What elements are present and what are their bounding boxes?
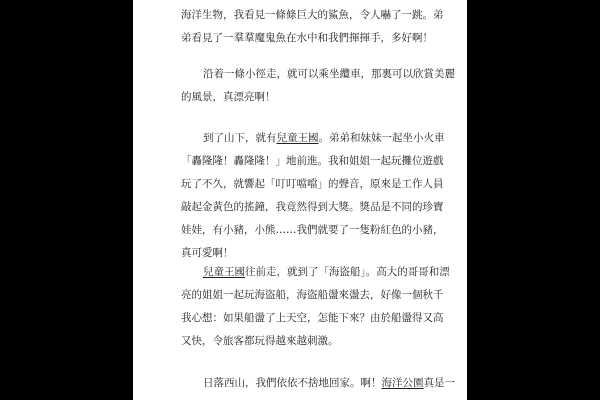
text-line (181, 372, 461, 395)
text-line: 娃娃，有小豬，小熊……我們就要了一隻粉紅色的小豬， (181, 224, 444, 236)
text-line: 玩了不久，就響起「叮叮噹噹」的聲音，原來是工作人員 (181, 178, 444, 190)
text-line: 海洋生物，我看見一條條巨大的鯊魚，令人嚇了一跳。弟 (181, 9, 444, 21)
text-line: 真可愛啊！ (181, 247, 234, 259)
paragraph-sharks (181, 4, 461, 50)
document-page (133, 0, 467, 400)
text-segment: 真是一 (423, 377, 455, 389)
paragraph-cable-car (181, 63, 461, 109)
paragraph-sunset (181, 372, 461, 395)
text-line (181, 127, 461, 150)
text-line: 敲起金黃色的搖鐘，我竟然得到大獎。獎品是不同的珍寶 (181, 201, 444, 213)
paragraph-kids-kingdom (181, 127, 461, 265)
text-segment: 。弟弟和妹妹一起坐小火車 (318, 132, 445, 144)
text-segment: 到了山下，就有 (203, 132, 277, 144)
text-line: 亮的姐姐一起玩海盜船，海盜船盪來盪去，好像一個秋千 (181, 289, 444, 301)
place-name-kids-kingdom: 兒童王國 (203, 266, 245, 278)
text-segment: 日落西山，我們依依不捨地回家。啊！ (203, 377, 382, 389)
place-name-ocean-park: 海洋公園 (381, 377, 424, 389)
text-line: 的風景，真漂亮啊！ (181, 91, 276, 103)
text-line: 「轟隆隆！轟隆隆！」地前進。我和姐姐一起玩攤位遊戲 (181, 155, 444, 167)
text-line: 沿着一條小徑走，就可以乘坐纜車，那裏可以欣賞美麗 (203, 68, 455, 80)
paragraph-pirate-ship (181, 261, 461, 353)
place-name-kids-kingdom: 兒童王國 (276, 132, 319, 144)
text-line (181, 261, 461, 284)
text-line: 弟看見了一羣羣魔鬼魚在水中和我們揮揮手，多好啊！ (181, 32, 433, 44)
text-line: 我心想：如果船盪了上天空，怎能下來？由於船盪得又高 (181, 312, 444, 324)
text-line: 又快，令旅客都玩得越來越刺激。 (181, 335, 339, 347)
text-segment: 往前走，就到了「海盜船」。高大的哥哥和漂 (245, 266, 450, 278)
